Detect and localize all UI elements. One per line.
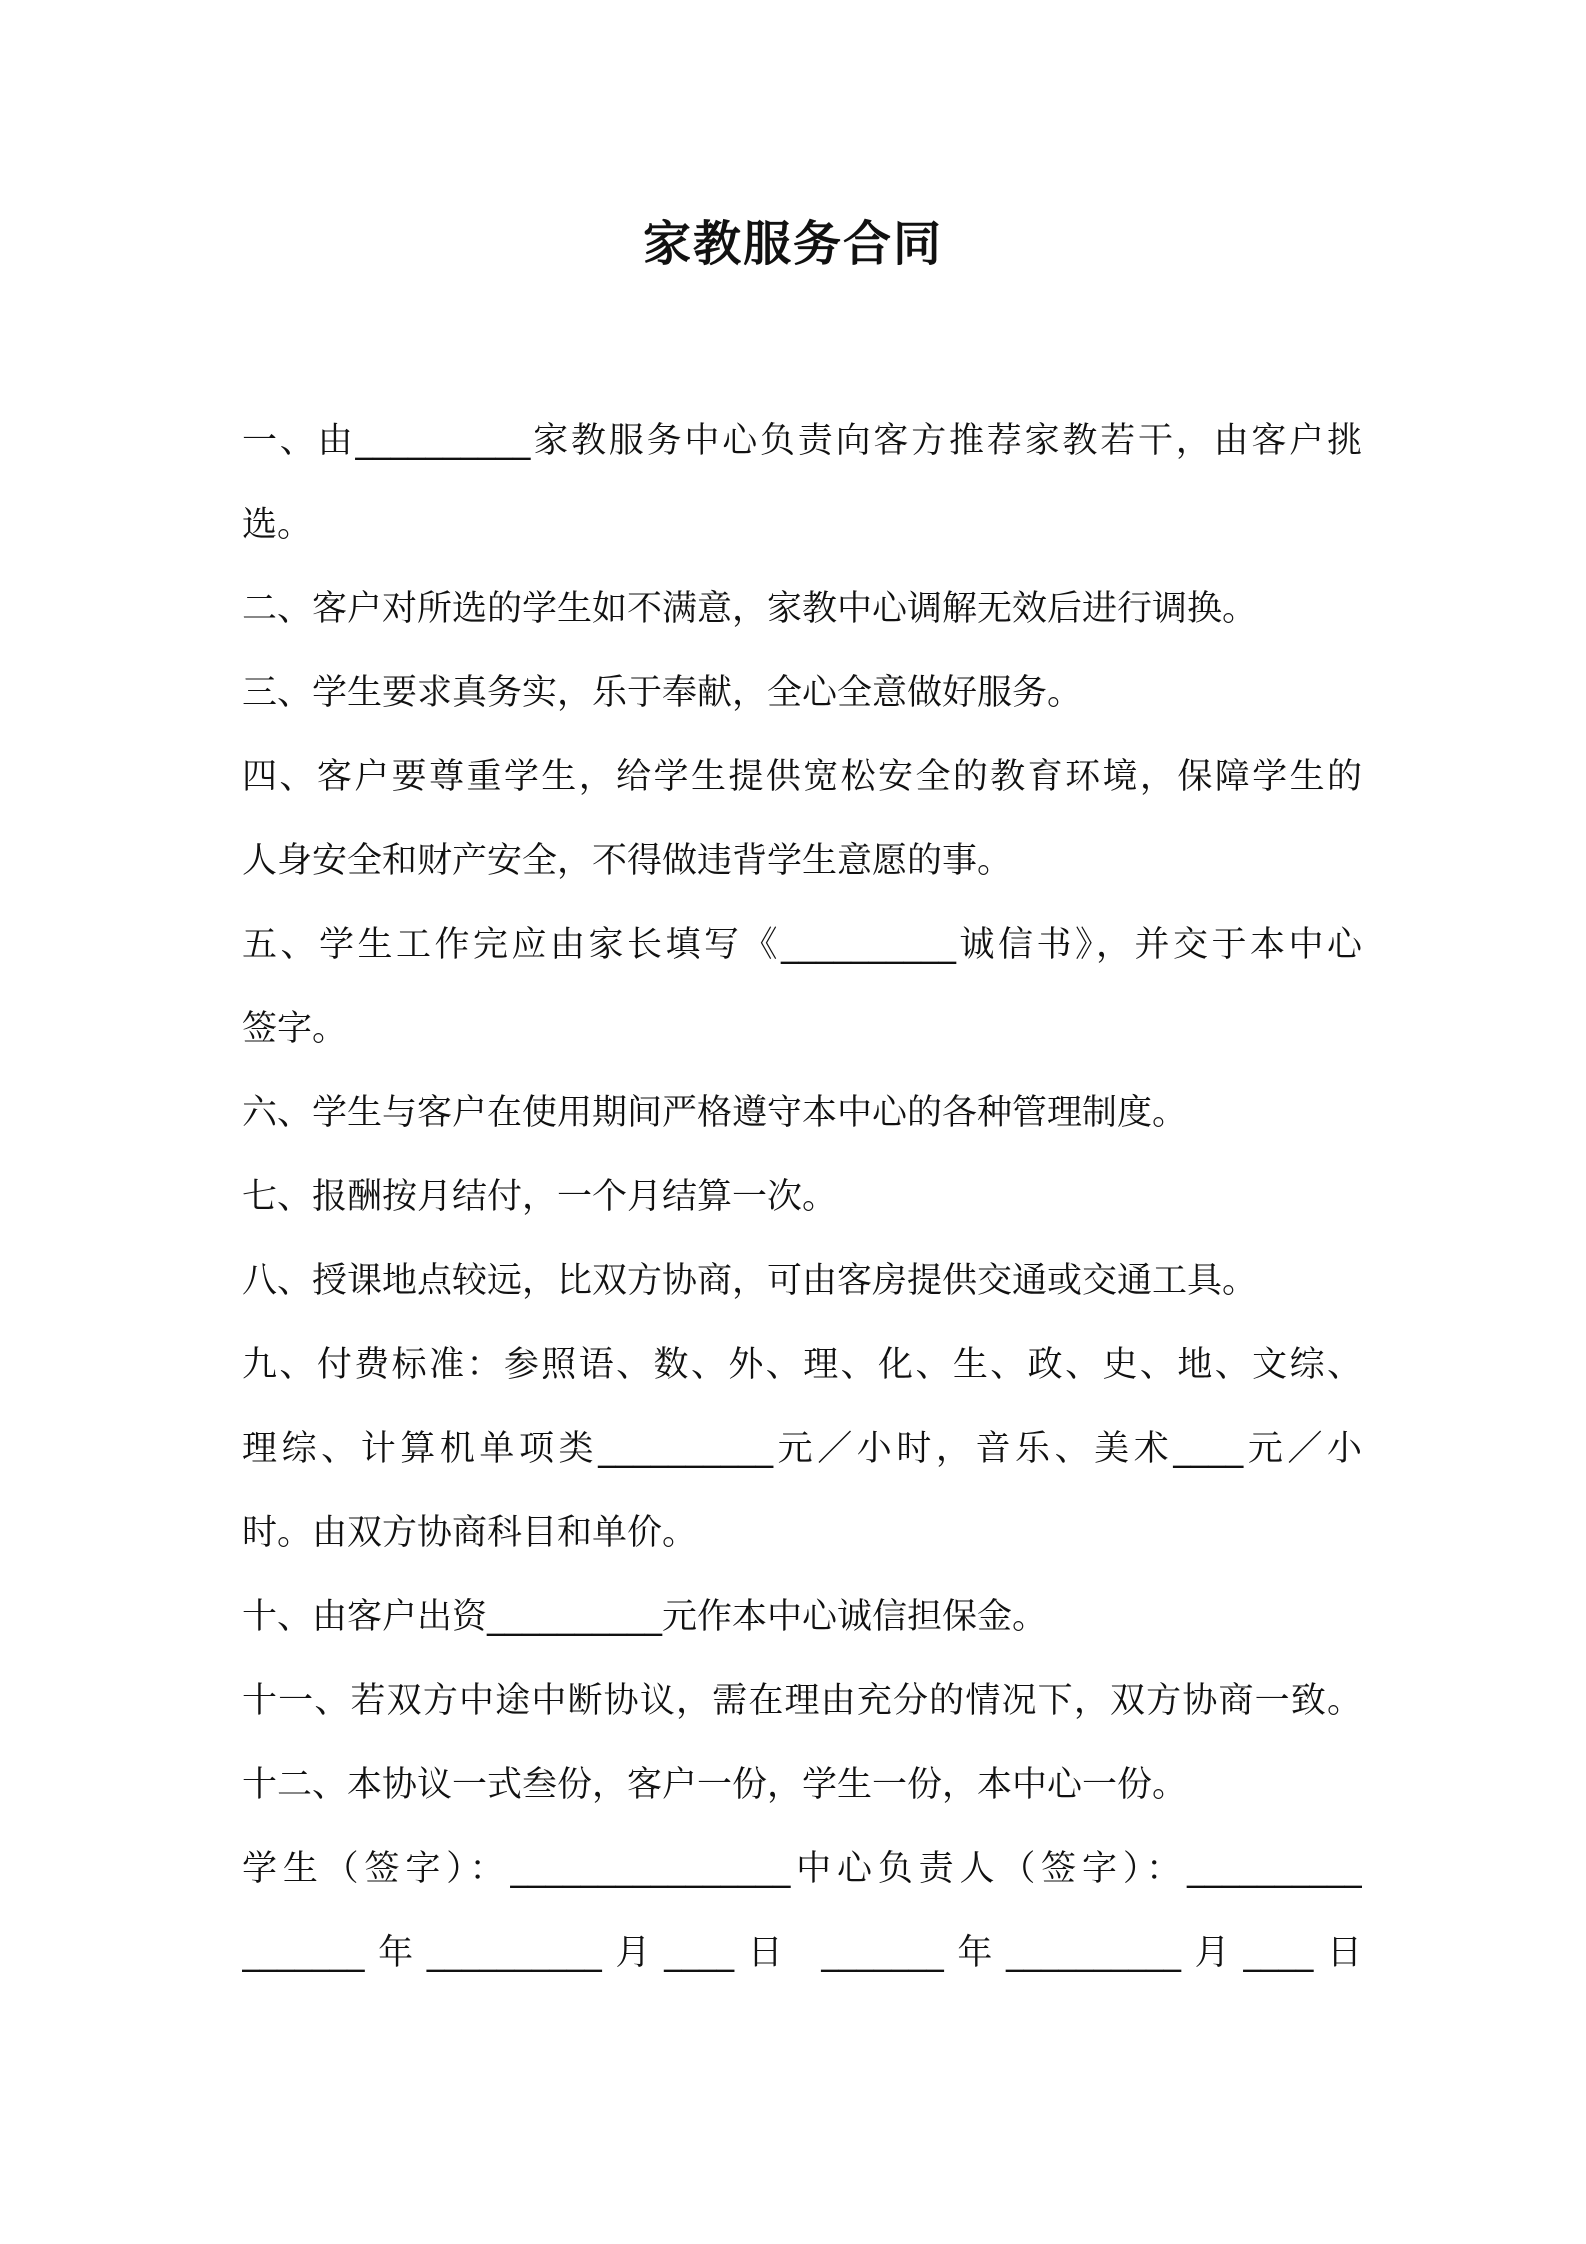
clause-2: 二、客户对所选的学生如不满意，家教中心调解无效后进行调换。 bbox=[242, 589, 1258, 629]
clause-7: 七、报酬按月结付，一个月结算一次。 bbox=[242, 1177, 838, 1217]
clause-9-line-1: 九、付费标准：参照语、数、外、理、化、生、政、史、地、文综、 bbox=[242, 1345, 1362, 1385]
clause-6: 六、学生与客户在使用期间严格遵守本中心的各种管理制度。 bbox=[242, 1093, 1188, 1133]
clause-9-line-2: 理综、计算机单项类__________元／小时，音乐、美术____元／小 bbox=[242, 1429, 1362, 1469]
clause-5-line-2: 签字。 bbox=[242, 1009, 348, 1049]
date-line: _______年__________月____日 _______年__________月____日 bbox=[242, 1933, 1362, 1973]
signature-line: 学生（签字）：________________中心负责人（签字）：__________ bbox=[242, 1849, 1362, 1889]
clause-4-line-2: 人身安全和财产安全，不得做违背学生意愿的事。 bbox=[242, 841, 1013, 881]
clause-12: 十二、本协议一式叁份，客户一份，学生一份，本中心一份。 bbox=[242, 1765, 1188, 1805]
clause-4-line-1: 四、客户要尊重学生，给学生提供宽松安全的教育环境，保障学生的 bbox=[242, 757, 1362, 797]
document-title: 家教服务合同 bbox=[642, 216, 943, 272]
clause-11: 十一、若双方中途中断协议，需在理由充分的情况下，双方协商一致。 bbox=[242, 1681, 1362, 1721]
clause-1-line-2: 选。 bbox=[242, 505, 313, 545]
clause-3: 三、学生要求真务实，乐于奉献，全心全意做好服务。 bbox=[242, 673, 1083, 713]
clause-5-line-1: 五、学生工作完应由家长填写《__________诚信书》，并交于本中心 bbox=[242, 925, 1362, 965]
clause-8: 八、授课地点较远，比双方协商，可由客房提供交通或交通工具。 bbox=[242, 1261, 1258, 1301]
clause-9-line-3: 时。由双方协商科目和单价。 bbox=[242, 1513, 698, 1553]
clause-10: 十、由客户出资__________元作本中心诚信担保金。 bbox=[242, 1597, 1048, 1637]
clause-1-line-1: 一、由__________家教服务中心负责向客方推荐家教若干，由客户挑 bbox=[242, 421, 1362, 461]
